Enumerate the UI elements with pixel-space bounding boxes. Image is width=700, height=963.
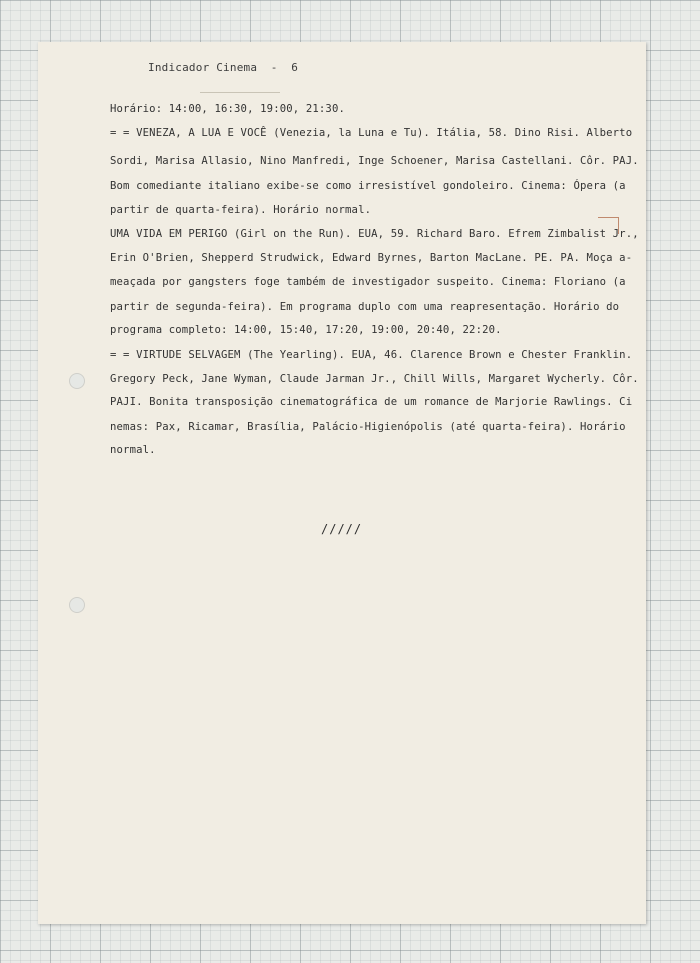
pencil-margin-mark: [598, 217, 619, 234]
text-line: normal.: [110, 444, 156, 456]
text-line: partir de quarta-feira). Horário normal.: [110, 204, 372, 216]
text-line: Horário: 14:00, 16:30, 19:00, 21:30.: [110, 103, 346, 115]
text-line: Bom comediante italiano exibe-se como irresistível gondoleiro. Cinema: Ópera (a: [110, 180, 626, 192]
typewritten-sheet: [38, 42, 646, 924]
text-line: PAJI. Bonita transposição cinematográfica de um romance de Marjorie Rawlings. Ci: [110, 396, 633, 408]
page-header: Indicador Cinema - 6: [148, 61, 299, 74]
text-line: Gregory Peck, Jane Wyman, Claude Jarman Jr., Chill Wills, Margaret Wycherly. Côr.: [110, 373, 639, 385]
text-line: programa completo: 14:00, 15:40, 17:20, 19:00, 20:40, 22:20.: [110, 324, 502, 336]
text-line: = = VENEZA, A LUA E VOCÊ (Venezia, la Luna e Tu). Itália, 58. Dino Risi. Alberto: [110, 127, 633, 139]
punch-hole: [69, 373, 85, 389]
punch-hole: [69, 597, 85, 613]
text-line: partir de segunda-feira). Em programa duplo com uma reapresentação. Horário do: [110, 301, 620, 313]
text-line: Erin O'Brien, Shepperd Strudwick, Edward Byrnes, Barton MacLane. PE. PA. Moça a-: [110, 252, 633, 264]
header-rule: [200, 92, 280, 93]
text-line: meaçada por gangsters foge também de investigador suspeito. Cinema: Floriano (a: [110, 276, 626, 288]
text-line: UMA VIDA EM PERIGO (Girl on the Run). EUA, 59. Richard Baro. Efrem Zimbalist Jr.,: [110, 228, 639, 240]
text-line: Sordi, Marisa Allasio, Nino Manfredi, Inge Schoener, Marisa Castellani. Côr. PAJ.: [110, 155, 639, 167]
text-line: nemas: Pax, Ricamar, Brasília, Palácio-Higienópolis (até quarta-feira). Horário: [110, 421, 626, 433]
closing-mark: /////: [321, 522, 363, 536]
text-line: = = VIRTUDE SELVAGEM (The Yearling). EUA, 46. Clarence Brown e Chester Franklin.: [110, 349, 633, 361]
